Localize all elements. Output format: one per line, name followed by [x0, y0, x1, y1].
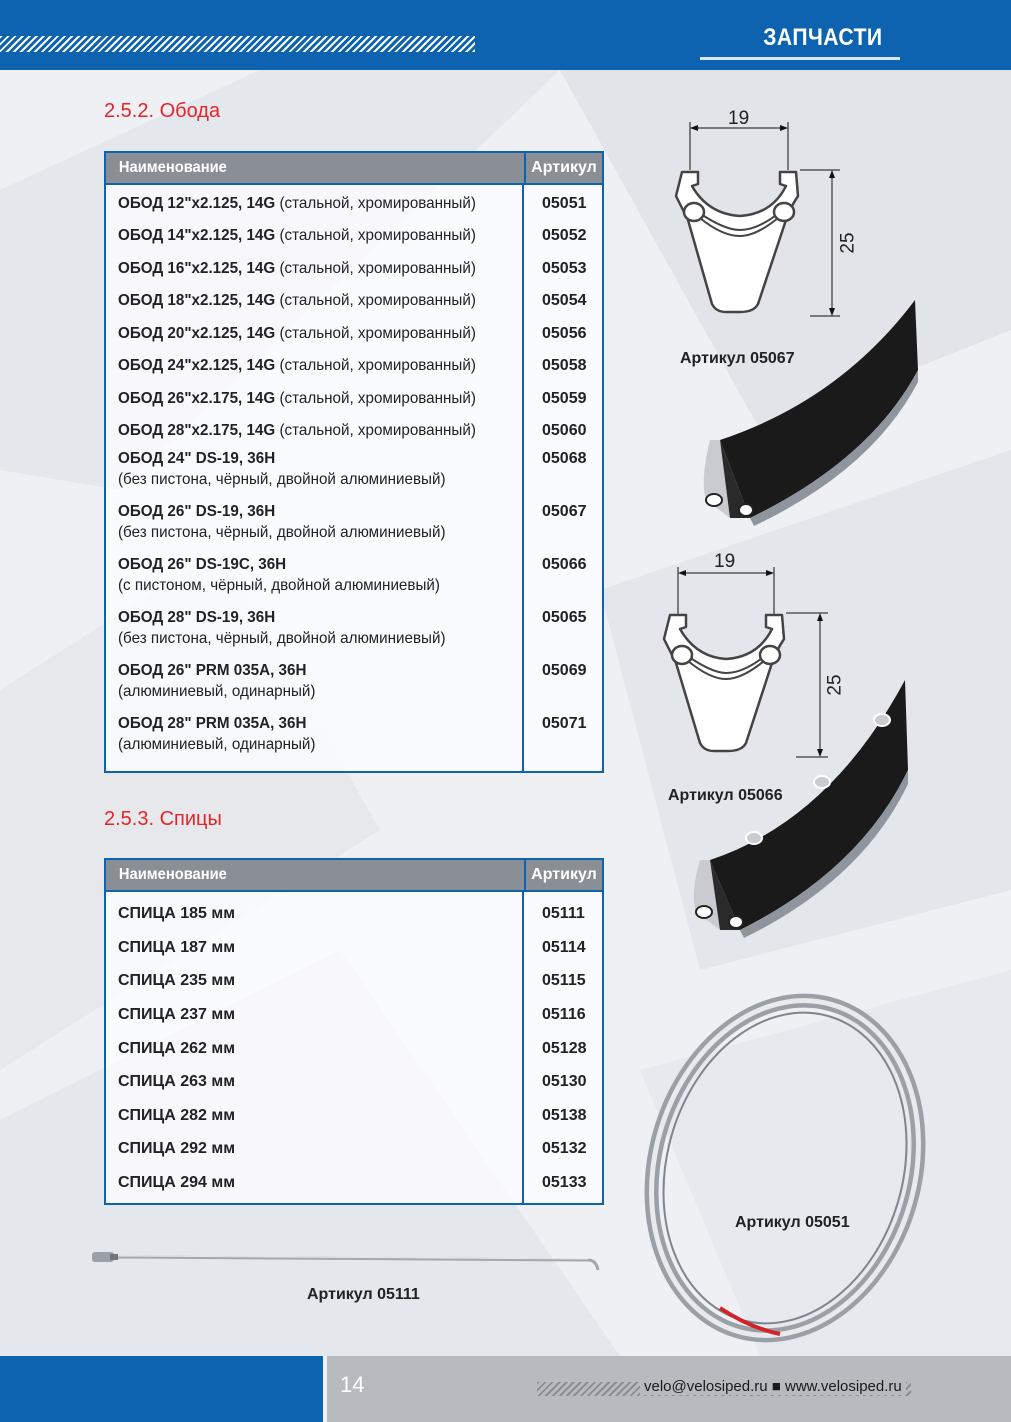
rim-article: 05068 [542, 450, 587, 467]
column-header-name: Наименование [118, 866, 227, 883]
rim-note: (алюминиевый, одинарный) [118, 683, 316, 700]
rim-name-cell [106, 448, 524, 500]
rim-name: ОБОД 12"x2.125, 14G [118, 194, 276, 212]
rim-article: 05060 [542, 422, 587, 440]
table-row [106, 252, 602, 285]
spoke-name: СПИЦА 185 мм [118, 905, 236, 923]
table-row [106, 350, 602, 383]
rim-name: ОБОД 28"x2.175, 14G [118, 422, 276, 440]
rim-name: ОБОД 28" PRM 035A, 36H [118, 715, 307, 732]
rim-note: (стальной, хромированный) [279, 227, 476, 245]
column-header-name: Наименование [118, 159, 227, 176]
spoke-name: СПИЦА 282 мм [118, 1106, 236, 1124]
spokes-table-header [106, 860, 602, 892]
spoke-name: СПИЦА 187 мм [118, 938, 236, 956]
table-row [106, 964, 602, 998]
rim-name-cell [106, 355, 524, 376]
rim-article: 05052 [542, 227, 587, 245]
table-row [106, 606, 602, 659]
rim-name-cell [106, 420, 524, 441]
table-row [106, 553, 602, 606]
rim-note: (стальной, хромированный) [279, 292, 476, 310]
rim-name-cell [106, 713, 524, 765]
table-row [106, 317, 602, 350]
rim-name: ОБОД 26" DS-19C, 36H [118, 556, 287, 573]
spoke-article: 05111 [542, 905, 585, 923]
header-underline [700, 57, 900, 60]
column-header-article: Артикул [524, 860, 602, 890]
table-row [106, 998, 602, 1032]
spoke-article: 05115 [542, 972, 586, 990]
table-row [106, 1065, 602, 1099]
profile-2-height-label: 25 [824, 674, 846, 696]
rim-article: 05056 [542, 324, 587, 342]
table-row [106, 659, 602, 712]
rim-note: (стальной, хромированный) [279, 194, 476, 212]
rim-article: 05053 [542, 259, 587, 277]
black-rim-photo-1 [690, 290, 920, 530]
footer-left-bar [0, 1356, 323, 1422]
spoke-article: 05128 [542, 1039, 587, 1057]
rim-note: (без пистона, чёрный, двойной алюминиевый) [118, 630, 446, 647]
rim-name-cell [106, 290, 524, 311]
rim-article: 05054 [542, 292, 587, 310]
rim-article: 05059 [542, 389, 587, 407]
page-header [0, 0, 1011, 70]
spoke-article: 05138 [542, 1106, 587, 1124]
rims-section-title: 2.5.2. Обода [104, 100, 221, 122]
spokes-table [104, 858, 604, 1205]
profile-2-width-label: 19 [714, 551, 736, 572]
rim-name: ОБОД 28" DS-19, 36H [118, 609, 276, 626]
rim-name: ОБОД 26" DS-19, 36H [118, 503, 276, 520]
rim-name-cell [106, 554, 524, 606]
header-stripe-pattern [0, 36, 475, 52]
spoke-name: СПИЦА 262 мм [118, 1039, 236, 1057]
rim-note: (стальной, хромированный) [279, 422, 476, 440]
spoke-name: СПИЦА 294 мм [118, 1174, 236, 1192]
spoke-article: 05116 [542, 1006, 586, 1024]
rim-note: (без пистона, чёрный, двойной алюминиевый) [118, 471, 446, 488]
silver-rim-photo [640, 990, 930, 1350]
rim-name-cell [106, 660, 524, 712]
spokes-table-body [106, 892, 602, 1203]
spoke-article: 05114 [542, 938, 586, 956]
rim-name-cell [106, 607, 524, 659]
rim-name: ОБОД 16"x2.125, 14G [118, 259, 276, 277]
spoke-article: 05133 [542, 1174, 587, 1192]
spoke-photo-caption: Артикул 05111 [307, 1286, 420, 1303]
spoke-article: 05132 [542, 1140, 587, 1158]
table-row [106, 382, 602, 415]
table-row [106, 897, 602, 931]
profile-1-height-label: 25 [837, 232, 859, 254]
rim-article: 05066 [542, 556, 587, 573]
rim-name: ОБОД 26"x2.175, 14G [118, 389, 276, 407]
rim-name-cell [106, 323, 524, 344]
table-row [106, 285, 602, 318]
rim-note: (алюминиевый, одинарный) [118, 736, 316, 753]
black-rim-photo-2 [680, 680, 910, 940]
rim-name: ОБОД 24" DS-19, 36H [118, 450, 276, 467]
rim-article: 05071 [542, 715, 587, 732]
table-row [106, 187, 602, 220]
spoke-article: 05130 [542, 1073, 587, 1091]
silver-rim-caption: Артикул 05051 [735, 1214, 850, 1231]
rim-name: ОБОД 26" PRM 035A, 36H [118, 662, 307, 679]
rim-article: 05058 [542, 357, 587, 375]
table-row [106, 500, 602, 553]
table-row [106, 220, 602, 253]
rim-note: (стальной, хромированный) [279, 357, 476, 375]
column-header-article: Артикул [524, 153, 602, 183]
rim-note: (стальной, хромированный) [279, 259, 476, 277]
footer-contacts: velo@velosiped.ru ■ www.velosiped.ru [640, 1378, 906, 1395]
table-row [106, 1031, 602, 1065]
table-row [106, 1099, 602, 1133]
rim-name: ОБОД 18"x2.125, 14G [118, 292, 276, 310]
rims-table [104, 151, 604, 773]
rim-note: (с пистоном, чёрный, двойной алюминиевый) [118, 577, 440, 594]
rim-name: ОБОД 24"x2.125, 14G [118, 357, 276, 375]
rim-name: ОБОД 14"x2.125, 14G [118, 227, 276, 245]
page-number: 14 [340, 1372, 365, 1397]
rim-name-cell [106, 501, 524, 553]
rim-name: ОБОД 20"x2.125, 14G [118, 324, 276, 342]
spoke-name: СПИЦА 292 мм [118, 1140, 236, 1158]
spoke-photo [88, 1246, 608, 1276]
spoke-name: СПИЦА 235 мм [118, 972, 236, 990]
table-row [106, 415, 602, 448]
rim-note: (стальной, хромированный) [279, 389, 476, 407]
profile-1-width-label: 19 [728, 108, 750, 129]
spokes-section-title: 2.5.3. Спицы [104, 808, 222, 830]
table-row [106, 1132, 602, 1166]
rim-article: 05069 [542, 662, 587, 679]
spoke-name: СПИЦА 237 мм [118, 1006, 236, 1024]
rim-article: 05051 [542, 194, 587, 212]
rim-name-cell [106, 225, 524, 246]
rim-note: (без пистона, чёрный, двойной алюминиевый) [118, 524, 446, 541]
rim-name-cell [106, 258, 524, 279]
profile-1-caption: Артикул 05067 [680, 350, 795, 367]
rim-name-cell [106, 388, 524, 409]
table-row [106, 1166, 602, 1200]
header-title: ЗАПЧАСТИ [763, 24, 883, 51]
rim-name-cell [106, 193, 524, 214]
spoke-name: СПИЦА 263 мм [118, 1073, 236, 1091]
rims-table-header [106, 153, 602, 185]
rims-table-body [106, 185, 602, 771]
rim-article: 05065 [542, 609, 587, 626]
table-row [106, 712, 602, 765]
rim-article: 05067 [542, 503, 587, 520]
profile-2-caption: Артикул 05066 [668, 787, 783, 804]
rim-note: (стальной, хромированный) [279, 324, 476, 342]
table-row [106, 931, 602, 965]
table-row [106, 447, 602, 500]
